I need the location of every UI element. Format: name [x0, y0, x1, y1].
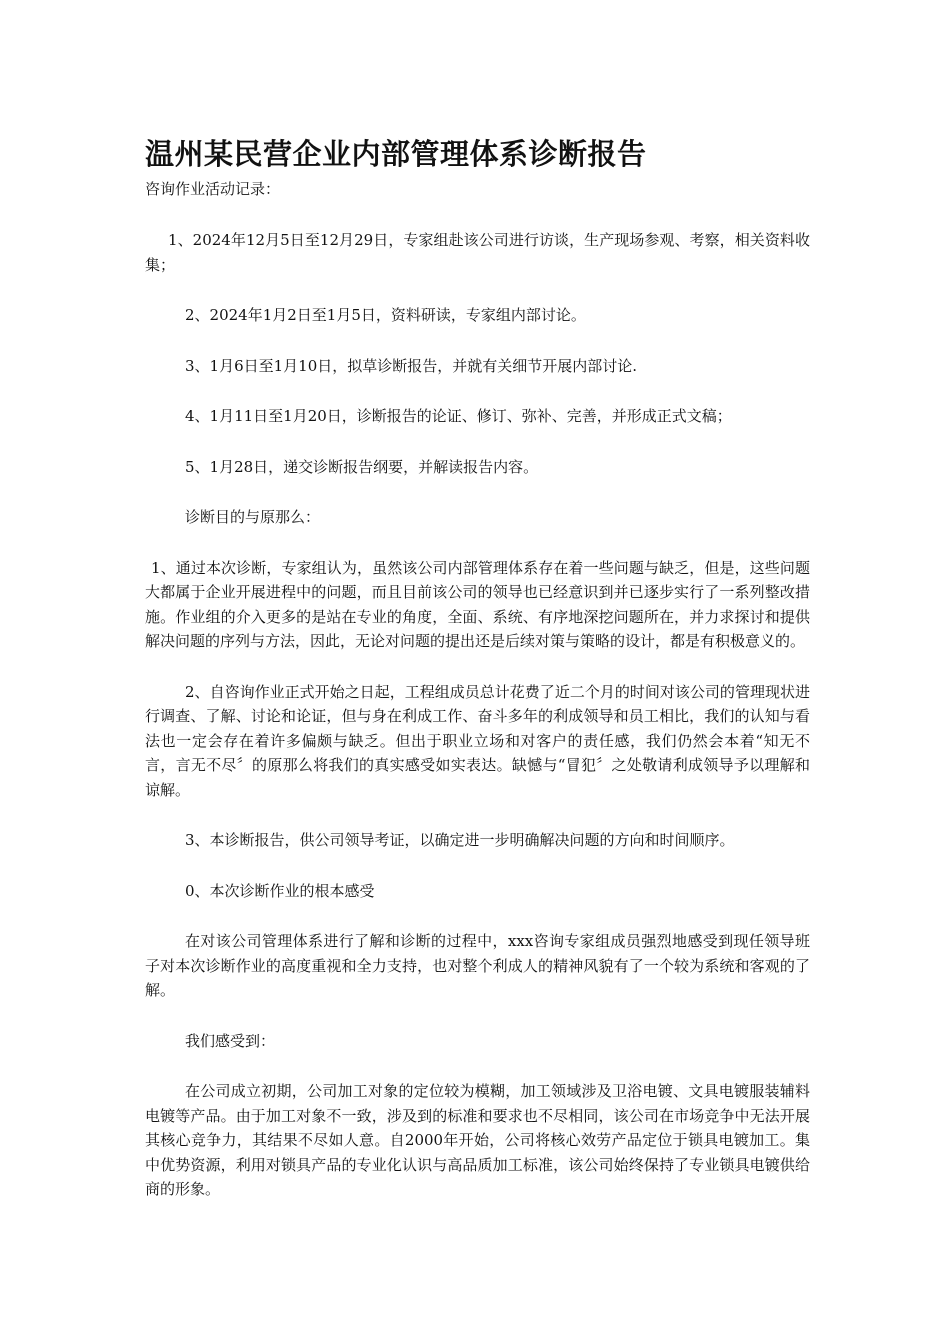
- activity-item-5: 5、1月28日，递交诊断报告纲要，并解读报告内容。: [185, 457, 539, 476]
- activity-item-2: 2、2024年1月2日至1月5日，资料研读，专家组内部讨论。: [185, 306, 586, 324]
- section-heading: 0、本次诊断作业的根本感受: [185, 881, 375, 900]
- activity-item-3: 3、1月6日至1月10日，拟草诊断报告，并就有关细节开展内部讨论.: [185, 356, 638, 375]
- feeling-paragraph: 在公司成立初期，公司加工对象的定位较为模糊，加工领域涉及卫浴电镀、文具电镀服装辅料电镀等产品。由于加工对象不一致，涉及到的标准和要求也不尽相同，该公司在市场竞争中无法开展其核心竞争力，其结果不尽如人意。自2000年开始，公司将核心效劳产品定位于锁具电镀加工。集中优势资源，利用对锁具产品的专业化认识与高品质加工标准，该公司始终保持了专业锁具电镀供给商的形象。: [145, 1082, 810, 1198]
- purpose-item-2: 2、自咨询作业正式开始之日起，工程组成员总计花费了近二个月的时间对该公司的管理现状进行调查、了解、讨论和论证，但与身在利成工作、奋斗多年的利成领导和员工相比，我们的认知与看法也一定会存在着许多偏颇与缺乏。但出于职业立场和对客户的责任感，我们仍然会本着“知无不言，言无不尽〞的原那么将我们的真实感受如实表达。缺憾与“冒犯〞之处敬请利成领导予以理解和谅解。: [145, 682, 810, 799]
- document-title: 温州某民营企业内部管理体系诊断报告: [145, 137, 647, 171]
- activity-item-4: 4、1月11日至1月20日，诊断报告的论证、修订、弥补、完善，并形成正式文稿；: [185, 407, 732, 425]
- section-intro-paragraph: 在对该公司管理体系进行了解和诊断的过程中，xxx咨询专家组成员强烈地感受到现任领导班子对本次诊断作业的高度重视和全力支持，也对整个利成人的精神风貌有了一个较为系统和客观的了解。: [145, 932, 810, 999]
- activity-item-1: 1、2024年12月5日至12月29日，专家组赴该公司进行访谈，生产现场参观、考察，相关资料收集；: [145, 231, 810, 274]
- document-body: [145, 135, 810, 1228]
- feeling-lead: 我们感受到：: [185, 1031, 276, 1050]
- purpose-heading: 诊断目的与原那么：: [185, 508, 321, 526]
- purpose-item-3: 3、本诊断报告，供公司领导考证，以确定进一步明确解决问题的方向和时间顺序。: [185, 831, 735, 849]
- activity-record-heading: 咨询作业活动记录：: [145, 180, 281, 198]
- purpose-item-1: 1、通过本次诊断，专家组认为，虽然该公司内部管理体系存在着一些问题与缺乏，但是，这些问题大都属于企业开展进程中的问题，而且目前该公司的领导也已经意识到并已逐步实行了一系列整改措施。作业组的介入更多的是站在专业的角度，全面、系统、有序地深挖问题所在，并力求探讨和提供解决问题的序列与方法，因此，无论对问题的提出还是后续对策与策略的设计，都是有积极意义的。: [145, 558, 810, 650]
